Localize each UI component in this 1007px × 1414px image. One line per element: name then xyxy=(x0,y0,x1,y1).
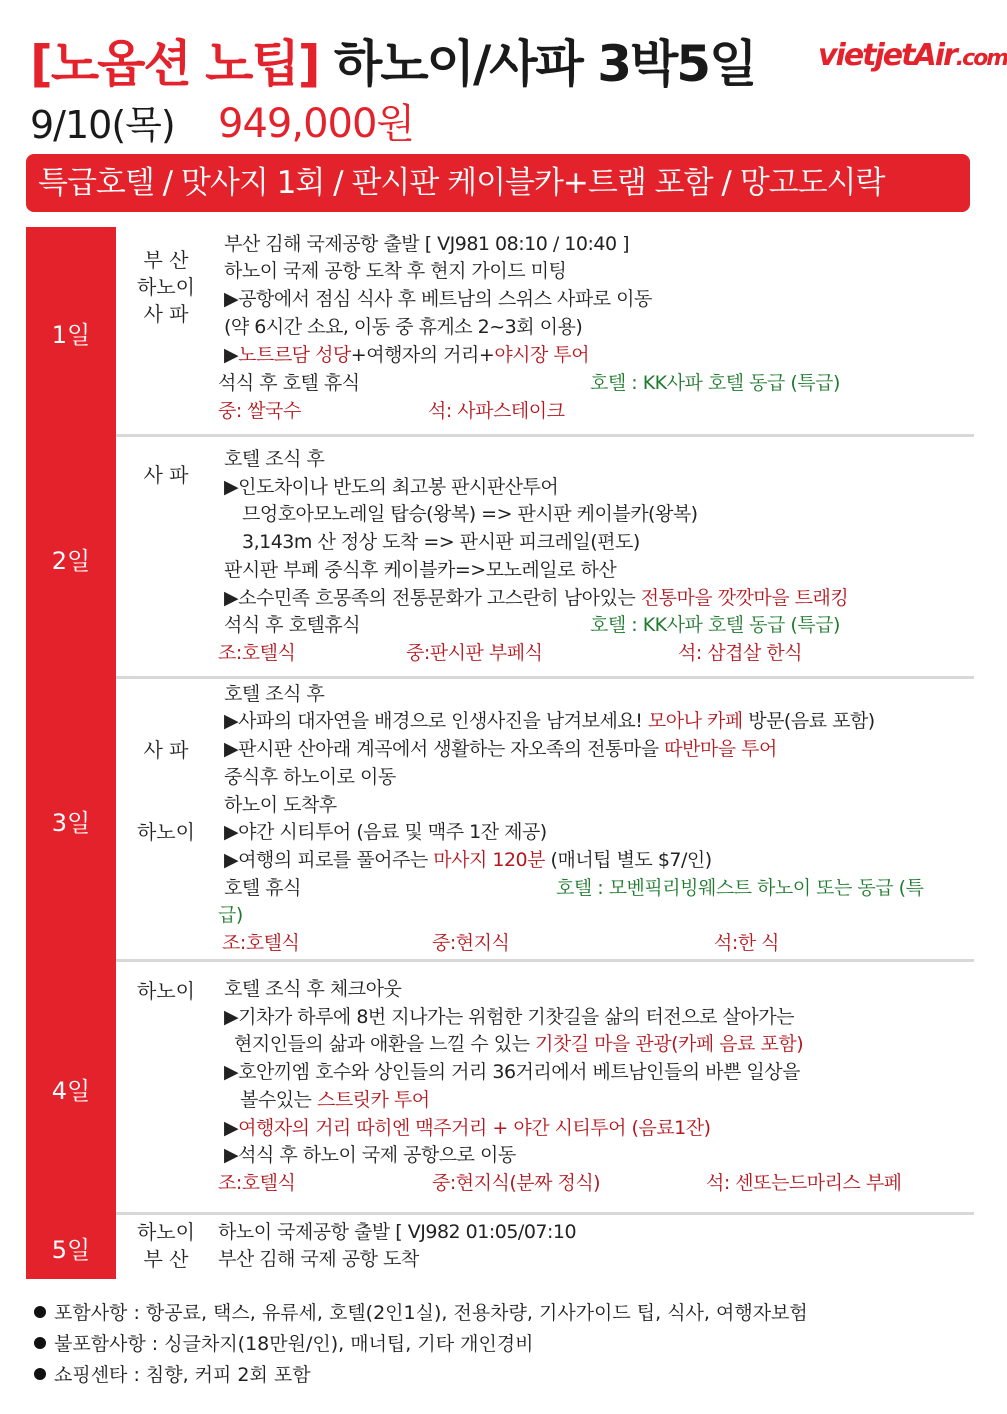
itinerary-line xyxy=(240,1087,430,1114)
notes-list xyxy=(34,1298,808,1391)
itinerary-line: 중식후 하노이로 이동 xyxy=(224,766,396,788)
highlight-text: 따반마을 투어 xyxy=(664,738,777,760)
itinerary-line: ▶기차가 하루에 8번 지나가는 위험한 기찻길을 삶의 터전으로 살아가는 xyxy=(224,1006,794,1028)
itinerary-line: 호텔 조식 후 체크아웃 xyxy=(224,978,402,1000)
meal-lunch: 중:현지식 xyxy=(432,932,510,954)
meal-dinner: 석: 삼겹살 한식 xyxy=(678,642,803,664)
day-3-city: 사 파 xyxy=(143,738,189,762)
itinerary-line: ▶공항에서 점심 식사 후 베트남의 스위스 사파로 이동 xyxy=(224,288,652,310)
text-segment: 볼수있는 xyxy=(240,1089,317,1111)
note-text: 불포함사항 : 싱글차지(18만원/인), 매너팁, 기타 개인경비 xyxy=(54,1333,534,1355)
itinerary-line: 석식 후 호텔휴식 xyxy=(224,614,361,636)
day-3-city: 하노이 xyxy=(137,820,195,844)
itinerary-line: ▶야간 시티투어 (음료 및 맥주 1잔 제공) xyxy=(224,821,547,843)
itinerary-line xyxy=(224,342,589,369)
highlight-text: 야시장 투어 xyxy=(494,344,590,366)
day-1-section xyxy=(26,227,974,437)
departure-date: 9/10(목) xyxy=(30,103,175,147)
day-5-label: 5일 xyxy=(26,1215,116,1279)
meal-breakfast: 조:호텔식 xyxy=(218,642,296,664)
title-main: 하노이/사파 3박5일 xyxy=(334,35,756,93)
note-text: 포함사항 : 항공료, 택스, 유류세, 호텔(2인1실), 전용차량, 기사가이드 팁, 식사, 여행자보험 xyxy=(54,1302,808,1324)
day-2-label: 2일 xyxy=(26,437,116,679)
day-5-city: 하노이 xyxy=(137,1220,195,1244)
price: 949,000원 xyxy=(218,101,415,147)
bullet-icon xyxy=(34,1306,46,1318)
day-5-city: 부 산 xyxy=(143,1247,189,1271)
itinerary-line: ▶호안끼엠 호수와 상인들의 거리 36거리에서 베트남인들의 바쁜 일상을 xyxy=(224,1061,800,1083)
highlight-text: 기찻길 마을 관광(카페 음료 포함) xyxy=(535,1033,804,1055)
day-5-section xyxy=(26,1215,974,1279)
itinerary-line: ▶인도차이나 반도의 최고봉 판시판산투어 xyxy=(224,476,559,498)
text-segment: ▶판시판 산아래 계곡에서 생활하는 자오족의 전통마을 xyxy=(224,738,665,760)
text-segment: ▶소수민족 흐몽족의 전통문화가 고스란히 남아있는 xyxy=(224,587,641,609)
itinerary-line: 호텔 조식 후 xyxy=(224,448,325,470)
bullet-icon xyxy=(34,1368,46,1380)
highlight-text: 전통마을 깟깟마을 트래킹 xyxy=(640,587,849,609)
day-2-section xyxy=(26,437,974,679)
day-1-city: 하노이 xyxy=(137,275,195,299)
day-4-city: 하노이 xyxy=(137,979,195,1003)
itinerary-line: 호텔 조식 후 xyxy=(224,683,325,705)
itinerary-line: 므엉호아모노레일 탑승(왕복) => 판시판 케이블카(왕복) xyxy=(242,503,698,525)
itinerary-line: 호텔 휴식 xyxy=(224,877,301,899)
bullet-icon xyxy=(34,1337,46,1349)
itinerary-line: 부산 김해 국제공항 출발 [ VJ981 08:10 / 10:40 ] xyxy=(224,233,629,255)
itinerary-line: (약 6시간 소요, 이동 중 휴게소 2~3회 이용) xyxy=(224,316,583,338)
itinerary-line: 부산 김해 국제 공항 도착 xyxy=(218,1248,419,1270)
hotel-info: 호텔 : 모벤픽리빙웨스트 하노이 또는 동급 (특 xyxy=(556,877,924,899)
text-segment: ▶ xyxy=(224,344,239,366)
text-segment: (매너팁 별도 $7/인) xyxy=(545,849,712,871)
itinerary-line: 3,143m 산 정상 도착 => 판시판 피크레일(편도) xyxy=(242,531,640,553)
text-segment: 현지인들의 삶과 애환을 느낄 수 있는 xyxy=(234,1033,536,1055)
day-3-label: 3일 xyxy=(26,679,116,962)
highlight-text: 여행자의 거리 따히엔 맥주거리 + 야간 시티투어 (음료1잔) xyxy=(238,1117,711,1139)
brand-name: vietjetAir xyxy=(818,38,956,73)
text-segment: 방문(음료 포함) xyxy=(742,710,875,732)
highlight-text: 스트릿카 투어 xyxy=(316,1089,430,1111)
note-text: 쇼핑센타 : 침향, 커피 2회 포함 xyxy=(54,1364,311,1386)
itinerary-line xyxy=(224,847,712,874)
itinerary-line: 하노이 도착후 xyxy=(224,794,337,816)
note-excluded xyxy=(34,1329,808,1360)
note-shopping xyxy=(34,1360,808,1391)
meal-breakfast: 조:호텔식 xyxy=(218,1172,296,1194)
itinerary-line: 하노이 국제공항 출발 [ VJ982 01:05/07:10 xyxy=(218,1221,577,1243)
meal-lunch: 중:판시판 부페식 xyxy=(406,642,543,664)
meal-dinner: 석: 사파스테이크 xyxy=(428,400,565,422)
meal-lunch: 중: 쌀국수 xyxy=(218,400,301,422)
title-tag: [노옵션 노팁] xyxy=(30,35,319,93)
meal-dinner: 석: 센또는드마리스 부페 xyxy=(706,1172,902,1194)
itinerary-line: 하노이 국제 공항 도착 후 현지 가이드 미팅 xyxy=(224,260,567,282)
itinerary-line xyxy=(224,736,777,763)
highlight-text: 마사지 120분 xyxy=(433,849,546,871)
itinerary-line: 판시판 부페 중식후 케이블카=>모노레일로 하산 xyxy=(224,559,617,581)
meal-dinner: 석:한 식 xyxy=(714,932,780,954)
page-title xyxy=(30,24,755,96)
itinerary-line xyxy=(224,1115,711,1142)
hotel-info-wrap: 급) xyxy=(218,904,243,926)
day-1-city: 사 파 xyxy=(143,302,189,326)
itinerary-line: 석식 후 호텔 휴식 xyxy=(218,372,360,394)
day-4-label: 4일 xyxy=(26,962,116,1215)
day-1-city: 부 산 xyxy=(143,248,189,272)
text-segment: ▶사파의 대자연을 배경으로 인생사진을 남겨보세요! xyxy=(224,710,648,732)
itinerary-line: ▶석식 후 하노이 국제 공항으로 이동 xyxy=(224,1144,516,1166)
note-included xyxy=(34,1298,808,1329)
hotel-info: 호텔 : KK사파 호텔 동급 (특급) xyxy=(590,372,840,394)
highlight-banner: 특급호텔 / 맛사지 1회 / 판시판 케이블카+트램 포함 / 망고도시락 xyxy=(26,154,970,212)
text-segment: ▶여행의 피로를 풀어주는 xyxy=(224,849,434,871)
highlight-text: 노트르담 성당 xyxy=(238,344,351,366)
itinerary-line xyxy=(234,1031,803,1058)
itinerary-line xyxy=(224,585,848,612)
meal-lunch: 중:현지식(분짜 정식) xyxy=(432,1172,601,1194)
day-3-section xyxy=(26,679,974,962)
text-segment: +여행자의 거리+ xyxy=(350,344,495,366)
brand-suffix: .com xyxy=(955,46,1007,71)
day-2-city: 사 파 xyxy=(143,463,189,487)
text-segment: ▶ xyxy=(224,1117,239,1139)
meal-breakfast: 조:호텔식 xyxy=(222,932,300,954)
itinerary-line xyxy=(224,708,875,735)
day-1-label: 1일 xyxy=(26,227,116,437)
highlight-text: 모아나 카페 xyxy=(647,710,743,732)
day-4-section xyxy=(26,962,974,1215)
hotel-info: 호텔 : KK사파 호텔 동급 (특급) xyxy=(590,614,840,636)
brand-logo xyxy=(818,38,1007,73)
